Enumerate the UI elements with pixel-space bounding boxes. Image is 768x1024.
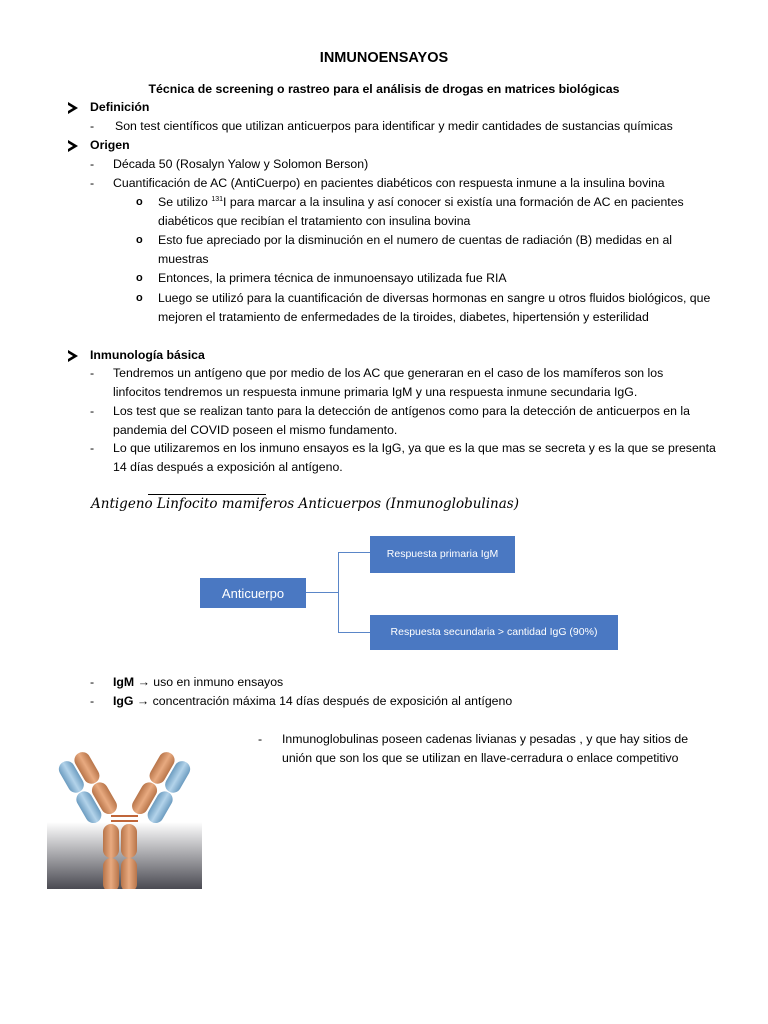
inmunologia-item: Los test que se realizan tanto para la detección de antígenos como para la detección de anticuerpos en la [113, 404, 690, 418]
circle-bullet-icon: o [136, 234, 143, 246]
inmunologia-item-cont: pandemia del COVID poseen el mismo fundamento. [113, 423, 398, 437]
formula-text: Antigeno Linfocito mamiferos Anticuerpos (Inmunoglobulinas) [91, 496, 519, 512]
inmunologia-item: Tendremos un antígeno que por medio de los AC que generaran en el caso de los mamíferos son los [113, 366, 664, 380]
dash-bullet: - [90, 157, 95, 171]
origen-item: Cuantificación de AC (AntiCuerpo) en pacientes diabéticos con respuesta inmune a la insulina bovina [113, 176, 665, 190]
diagram-connector [338, 552, 370, 553]
inmunologia-item-cont: 14 días después a exposición al antígeno. [113, 460, 343, 474]
inmunoglobulinas-note: Inmunoglobulinas poseen cadenas livianas y pesadas , y que hay sitios de [282, 732, 689, 746]
dash-bullet: - [258, 732, 263, 746]
antibody-illustration [47, 740, 202, 889]
diagram-connector [306, 592, 338, 593]
dash-bullet: - [90, 176, 95, 190]
subitem-text: Se utilizo [158, 195, 212, 209]
arrow-bullet-icon [68, 102, 78, 114]
arrow-bullet-icon [68, 140, 78, 152]
isotope-superscript: 131 [211, 195, 224, 203]
definicion-item: Son test científicos que utilizan anticuerpos para identificar y medir cantidades de sustancias químicas [115, 119, 673, 133]
page-subtitle: Técnica de screening o rastreo para el análisis de drogas en matrices biológicas [148, 82, 620, 96]
section-heading-inmunologia: Inmunología básica [90, 348, 205, 362]
circle-bullet-icon: o [136, 196, 143, 208]
inmunologia-item-cont: linfocitos tendremos un respuesta inmune primaria IgM y una respuesta inmune secundaria IgG. [113, 385, 638, 399]
origen-subitem-cont: muestras [158, 252, 209, 266]
antibody-icon [47, 740, 202, 889]
arrow-bullet-icon [68, 350, 78, 362]
subitem-text: I para marcar a la insulina y así conocer si existía una formación de AC en pacientes [223, 195, 684, 209]
dash-bullet: - [90, 404, 95, 418]
diagram-box-primaria: Respuesta primaria IgM [370, 536, 515, 573]
igg-item [113, 692, 512, 711]
igm-text: → uso en inmuno ensayos [134, 675, 284, 689]
origen-subitem: Entonces, la primera técnica de inmunoensayo utilizada fue RIA [158, 271, 507, 285]
diagram-connector [338, 632, 370, 633]
diagram-box-secundaria: Respuesta secundaria > cantidad IgG (90%) [370, 615, 618, 650]
igm-label: IgM [113, 675, 135, 689]
igg-label: IgG [113, 694, 134, 708]
dash-bullet: - [90, 366, 95, 380]
origen-item: Década 50 (Rosalyn Yalow y Solomon Berson) [113, 157, 369, 171]
inmunologia-item: Lo que utilizaremos en los inmuno ensayos es la IgG, ya que es la que mas se secreta y es la que se presenta [113, 441, 716, 455]
origen-subitem: Luego se utilizó para la cuantificación de diversas hormonas en sangre u otros fluidos biológicos, que [158, 291, 711, 305]
igg-text: → concentración máxima 14 días después de exposición al antígeno [133, 694, 513, 708]
origen-subitem-cont: mejoren el tratamiento de enfermedades de la tiroides, diabetes, hipertensión y esterilidad [158, 310, 649, 324]
dash-bullet: - [90, 694, 95, 708]
page-title: INMUNOENSAYOS [319, 50, 449, 66]
inmunoglobulinas-note-cont: unión que son los que se utilizan en llave-cerradura o enlace competitivo [282, 751, 679, 765]
section-heading-definicion: Definición [90, 100, 150, 114]
igm-item [113, 673, 283, 692]
diagram-box-anticuerpo: Anticuerpo [200, 578, 306, 608]
section-heading-origen: Origen [90, 138, 130, 152]
origen-subitem: Esto fue apreciado por la disminución en el numero de cuentas de radiación (B) medidas en al [158, 233, 673, 247]
dash-bullet: - [90, 675, 95, 689]
origen-subitem [158, 193, 684, 212]
diagram-connector [338, 552, 339, 632]
dash-bullet: - [90, 119, 95, 133]
origen-subitem-cont: diabéticos que recibían el tratamiento con insulina bovina [158, 214, 471, 228]
dash-bullet: - [90, 441, 95, 455]
circle-bullet-icon: o [136, 272, 143, 284]
circle-bullet-icon: o [136, 292, 143, 304]
